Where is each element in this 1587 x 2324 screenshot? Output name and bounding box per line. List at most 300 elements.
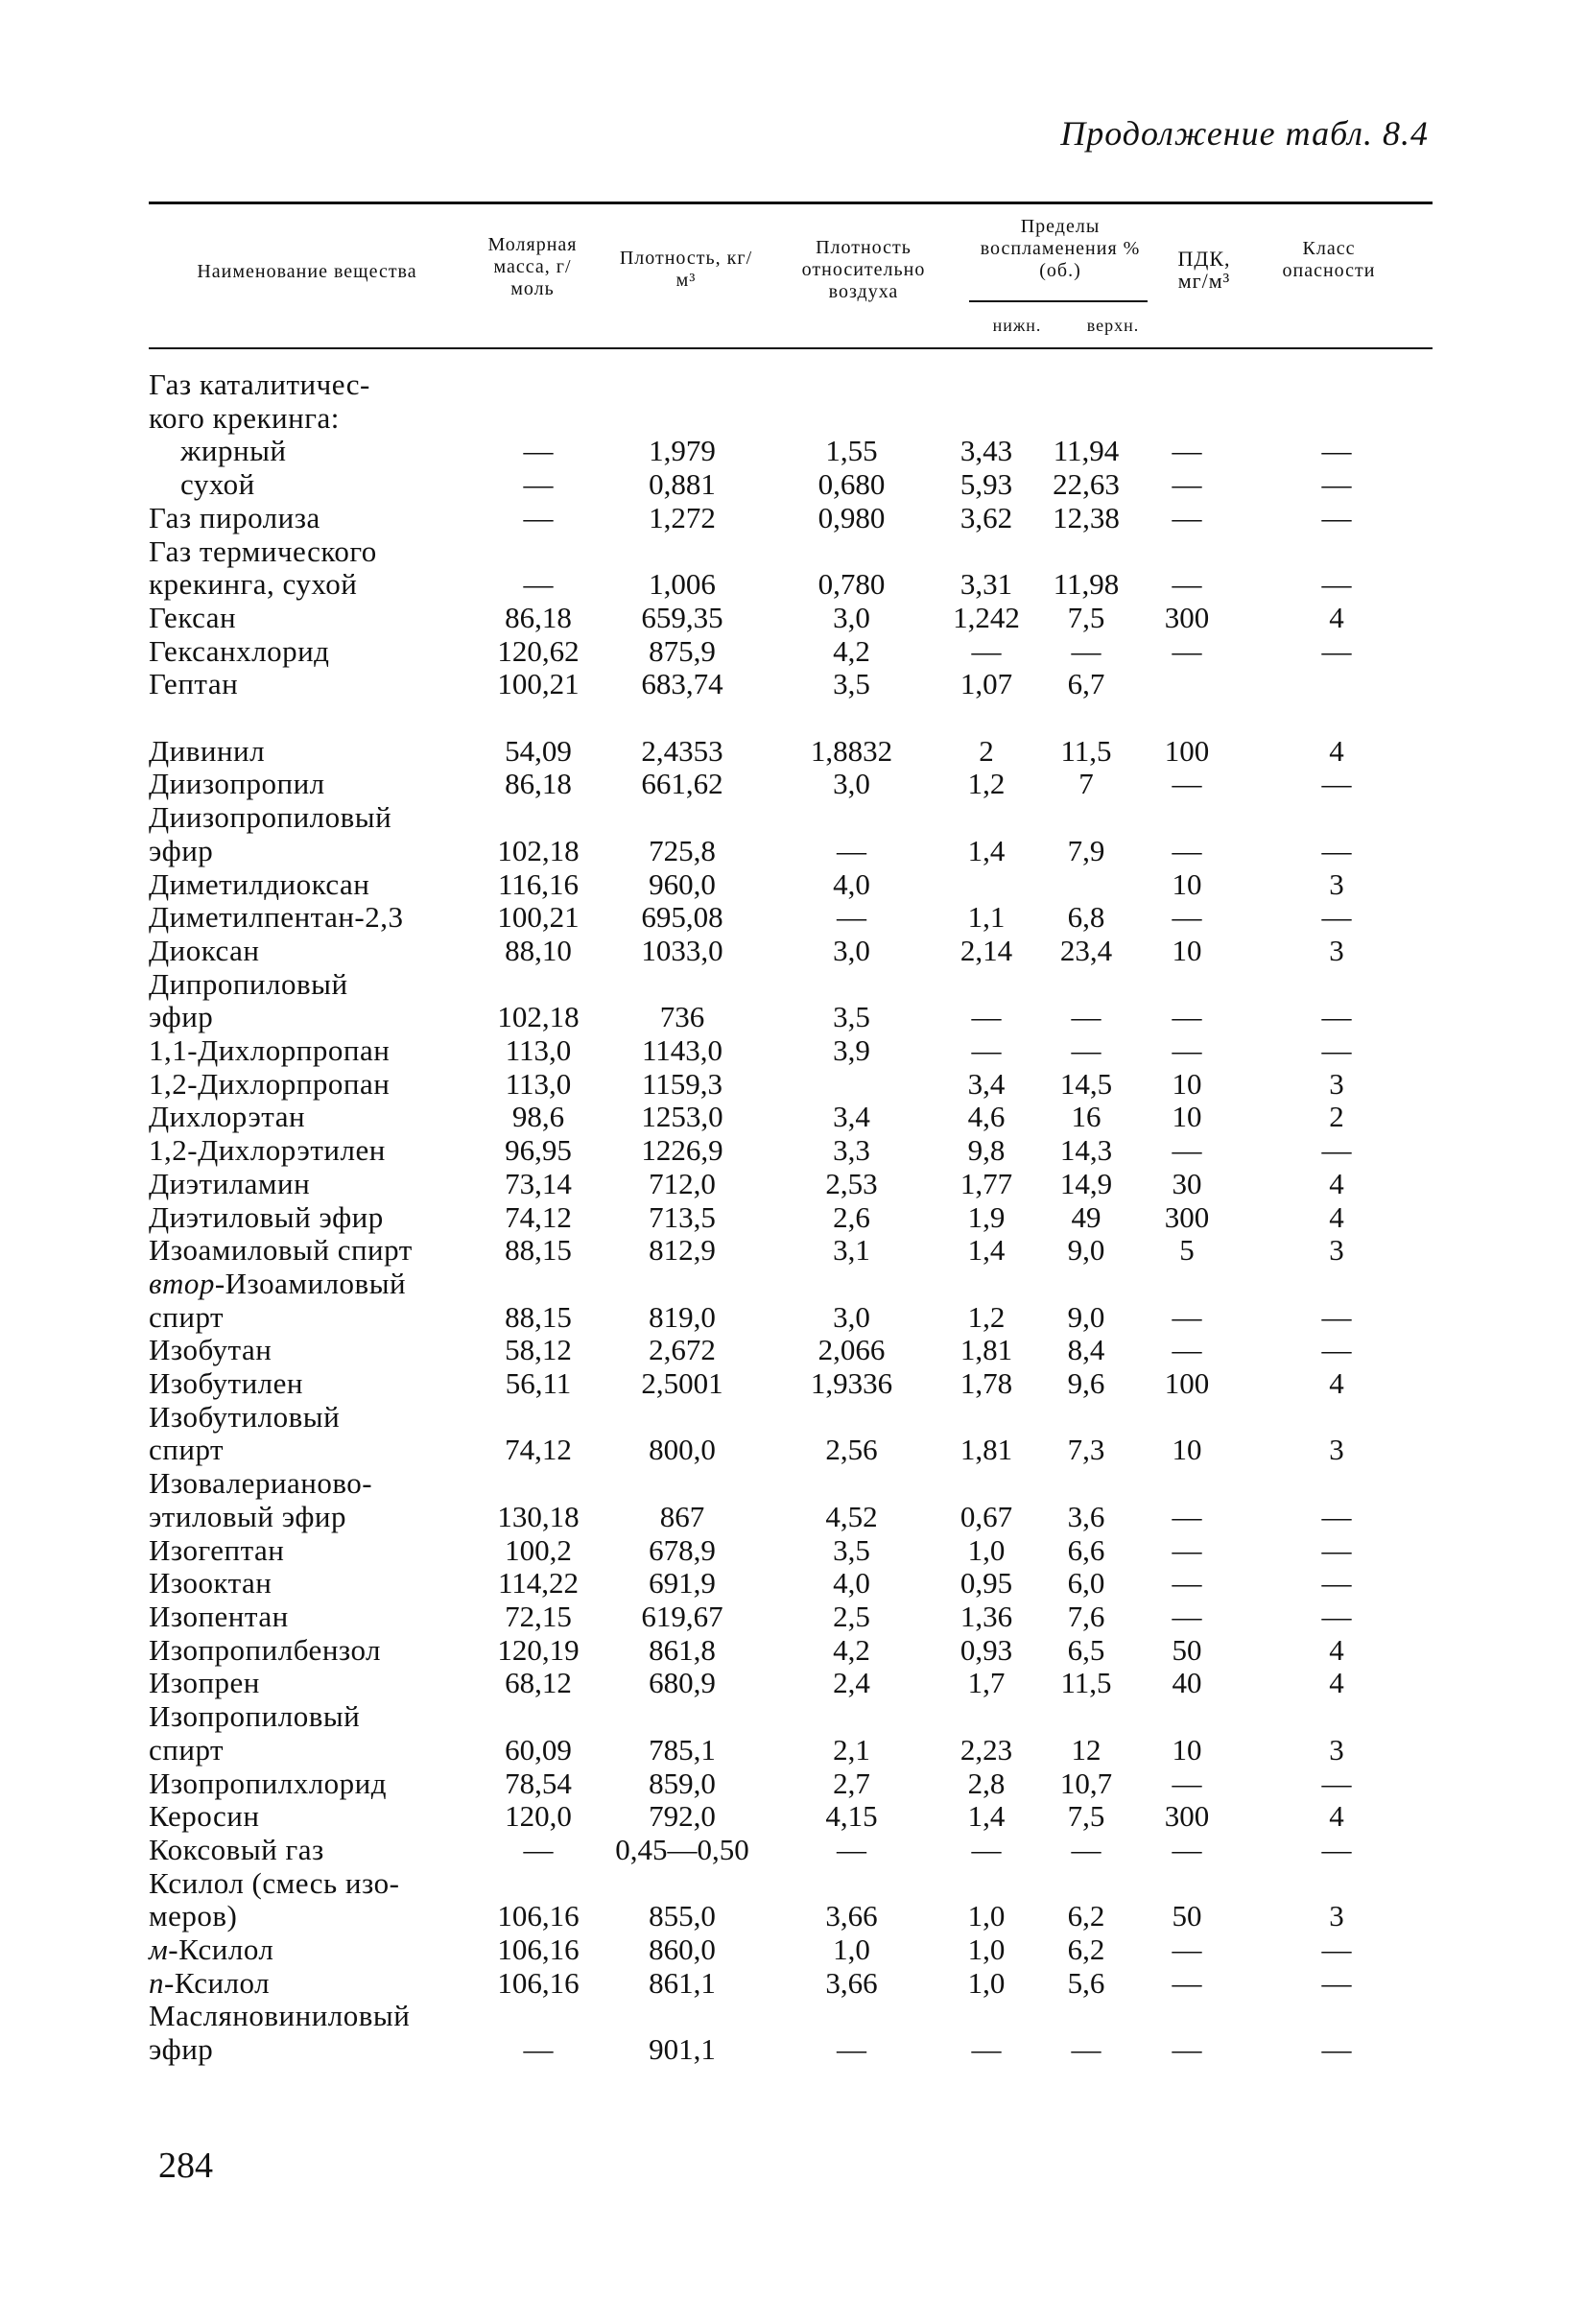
cell-relative-density: 3,66: [825, 1965, 878, 2000]
cell-upper-limit: 14,5: [1059, 1066, 1113, 1101]
cell-hazard-class: [1239, 368, 1434, 402]
cell-pdk: —: [1172, 1299, 1202, 1334]
cell-density: 1,006: [649, 567, 716, 602]
cell-lower-limit: 1,0: [967, 1933, 1006, 1967]
cell-relative-density: [768, 801, 936, 835]
cell-density: 812,9: [649, 1233, 716, 1268]
cell-name: [149, 1234, 480, 1268]
table-row: [149, 1567, 1434, 1601]
cell-hazard-class: —: [1321, 900, 1352, 935]
table-row: [149, 1068, 1434, 1102]
table-row: [149, 1268, 1434, 1301]
cell-name: [149, 1800, 480, 1834]
cell-relative-density: 3,0: [833, 933, 870, 967]
cell-relative-density: —: [837, 900, 866, 935]
substance-name: 1,2-Дихлорпропан: [149, 1066, 391, 1101]
cell-molar-mass: [480, 701, 597, 735]
cell-upper-limit: [1037, 1268, 1135, 1301]
substance-name: Диметилдиоксан: [149, 866, 370, 901]
cell-pdk: 10: [1172, 933, 1202, 967]
substance-name: Изопропилбензол: [149, 1632, 382, 1667]
cell-pdk: [1135, 1700, 1239, 1734]
cell-molar-mass: [480, 368, 597, 402]
substance-name: Изогептан: [149, 1532, 285, 1567]
cell-hazard-class: [1239, 1467, 1434, 1501]
substance-name: Дипропиловый: [149, 966, 348, 1001]
cell-hazard-class: —: [1321, 1933, 1352, 1967]
cell-name: [149, 1734, 480, 1767]
cell-density: [597, 1467, 768, 1501]
cell-relative-density: [768, 1268, 936, 1301]
cell-molar-mass: 113,0: [505, 1033, 572, 1068]
cell-upper-limit: [1037, 402, 1135, 436]
table-row: [149, 1734, 1434, 1767]
substance-name: Изовалерианово-: [149, 1466, 373, 1501]
substance-name: Диизопропиловый: [149, 800, 392, 835]
table-row: [149, 1201, 1434, 1235]
table-row: [149, 468, 1434, 502]
cell-lower-limit: —: [971, 1033, 1002, 1068]
substance-name: 1,2-Дихлорэтилен: [149, 1133, 386, 1168]
substance-name: Газ каталитичес-: [149, 368, 370, 401]
cell-name: [149, 1434, 480, 1467]
cell-upper-limit: [1037, 801, 1135, 835]
cell-upper-limit: [1037, 1700, 1135, 1734]
cell-lower-limit: 3,4: [967, 1066, 1006, 1101]
cell-hazard-class: [1239, 1268, 1434, 1301]
cell-molar-mass: —: [523, 1832, 554, 1866]
substance-name: Газ пиролиза: [149, 500, 320, 534]
cell-hazard-class: —: [1321, 1532, 1352, 1567]
cell-molar-mass: 86,18: [505, 600, 572, 634]
cell-name: [149, 402, 480, 436]
cell-pdk: —: [1172, 633, 1202, 668]
cell-name: [149, 901, 480, 935]
cell-molar-mass: 58,12: [505, 1333, 572, 1367]
table-row: [149, 901, 1434, 935]
substance-name: Гексанхлорид: [149, 633, 330, 668]
cell-upper-limit: 11,98: [1053, 567, 1120, 602]
cell-molar-mass: 102,18: [497, 1000, 580, 1034]
cell-molar-mass: 88,15: [505, 1233, 572, 1268]
cell-molar-mass: [480, 968, 597, 1002]
cell-name: [149, 1301, 480, 1335]
cell-name: [149, 1700, 480, 1734]
cell-name: [149, 1834, 480, 1867]
cell-density: [597, 801, 768, 835]
table-row: [149, 1634, 1434, 1668]
cell-hazard-class: 4: [1329, 1166, 1344, 1200]
cell-molar-mass: 102,18: [497, 833, 580, 867]
cell-density: 1226,9: [641, 1133, 723, 1168]
cell-molar-mass: 88,10: [505, 933, 572, 967]
cell-pdk: 10: [1172, 1066, 1202, 1101]
cell-hazard-class: [1239, 402, 1434, 436]
cell-pdk: —: [1172, 900, 1202, 935]
cell-pdk: —: [1172, 1499, 1202, 1533]
cell-relative-density: [768, 368, 936, 402]
cell-pdk: 300: [1164, 1799, 1210, 1834]
cell-relative-density: 4,2: [833, 633, 870, 668]
cell-upper-limit: 7: [1078, 767, 1094, 801]
cell-upper-limit: 8,4: [1067, 1333, 1105, 1367]
cell-pdk: [1135, 2000, 1239, 2033]
table-row: [149, 2000, 1434, 2033]
cell-molar-mass: 73,14: [505, 1166, 572, 1200]
cell-density: 712,0: [649, 1166, 716, 1200]
cell-molar-mass: 56,11: [505, 1366, 572, 1401]
cell-upper-limit: 5,6: [1067, 1965, 1105, 2000]
cell-name: [149, 1068, 480, 1102]
cell-molar-mass: 74,12: [505, 1433, 572, 1467]
cell-upper-limit: —: [1071, 1832, 1101, 1866]
cell-density: 819,0: [649, 1299, 716, 1334]
cell-upper-limit: 6,5: [1067, 1632, 1105, 1667]
cell-hazard-class: 4: [1329, 733, 1344, 768]
cell-hazard-class: 4: [1329, 1666, 1344, 1700]
cell-molar-mass: —: [523, 500, 554, 534]
cell-relative-density: 1,9336: [810, 1366, 893, 1401]
cell-hazard-class: —: [1321, 434, 1352, 468]
cell-name: [149, 1534, 480, 1568]
cell-density: 0,881: [649, 467, 716, 502]
table-row: [149, 1534, 1434, 1568]
cell-density: 785,1: [649, 1732, 716, 1767]
cell-lower-limit: [936, 1268, 1037, 1301]
cell-lower-limit: [936, 801, 1037, 835]
cell-molar-mass: 114,22: [497, 1566, 580, 1601]
cell-pdk: —: [1172, 1933, 1202, 1967]
substance-name: Гексан: [149, 600, 237, 634]
substance-name: меров): [149, 1899, 238, 1933]
cell-lower-limit: [936, 1700, 1037, 1734]
cell-upper-limit: 7,9: [1067, 833, 1105, 867]
cell-lower-limit: 3,62: [959, 500, 1013, 534]
cell-pdk: —: [1172, 1000, 1202, 1034]
cell-pdk: [1135, 535, 1239, 569]
table-row: [149, 402, 1434, 436]
cell-hazard-class: 3: [1329, 1899, 1344, 1933]
cell-relative-density: 2,4: [833, 1666, 870, 1700]
cell-lower-limit: 3,31: [959, 567, 1013, 602]
cell-density: [597, 368, 768, 402]
cell-lower-limit: 3,43: [959, 434, 1013, 468]
cell-molar-mass: 78,54: [505, 1766, 572, 1800]
cell-hazard-class: —: [1321, 1333, 1352, 1367]
cell-pdk: 50: [1172, 1899, 1202, 1933]
cell-molar-mass: 106,16: [497, 1899, 580, 1933]
substance-name: Изопропилхлорид: [149, 1766, 388, 1800]
cell-hazard-class: —: [1321, 1499, 1352, 1533]
cell-relative-density: 4,15: [825, 1799, 878, 1834]
cell-molar-mass: [480, 2000, 597, 2033]
cell-hazard-class: 3: [1329, 1433, 1344, 1467]
cell-pdk: [1135, 402, 1239, 436]
table-row: [149, 535, 1434, 569]
cell-relative-density: 2,5: [833, 1600, 870, 1633]
cell-upper-limit: —: [1071, 1033, 1101, 1068]
cell-density: 680,9: [649, 1666, 716, 1700]
cell-density: 725,8: [649, 833, 716, 867]
cell-molar-mass: [480, 1401, 597, 1435]
cell-name: [149, 1467, 480, 1501]
cell-relative-density: 3,5: [833, 1532, 870, 1567]
header-upper-limit: верхн.: [1086, 316, 1140, 335]
cell-upper-limit: 23,4: [1059, 933, 1113, 967]
cell-density: 901,1: [649, 2032, 716, 2067]
cell-lower-limit: 1,4: [967, 1233, 1006, 1268]
cell-lower-limit: 2,8: [967, 1766, 1006, 1800]
cell-relative-density: 2,1: [833, 1732, 870, 1767]
name-prefix: м-: [149, 1933, 179, 1967]
cell-name: [149, 1268, 480, 1301]
cell-pdk: —: [1172, 1965, 1202, 2000]
cell-hazard-class: [1239, 535, 1434, 569]
name-prefix: втор-: [149, 1266, 225, 1300]
cell-pdk: 100: [1164, 733, 1210, 768]
cell-density: [597, 535, 768, 569]
cell-molar-mass: —: [523, 467, 554, 502]
cell-name: [149, 535, 480, 569]
cell-name: [149, 1933, 480, 1967]
cell-lower-limit: 1,0: [967, 1532, 1006, 1567]
cell-lower-limit: 1,1: [967, 900, 1006, 935]
cell-hazard-class: 2: [1329, 1100, 1344, 1134]
cell-relative-density: 3,0: [833, 767, 870, 801]
cell-name: [149, 1168, 480, 1201]
page-number: 284: [158, 2146, 213, 2186]
header-bottom-rule: [149, 347, 1433, 349]
cell-name: [149, 1667, 480, 1700]
substance-name: Масляновиниловый: [149, 1999, 411, 2033]
cell-name: [149, 502, 480, 535]
cell-molar-mass: [480, 1467, 597, 1501]
cell-density: 861,1: [649, 1965, 716, 2000]
cell-density: 875,9: [649, 633, 716, 668]
cell-name: [149, 1401, 480, 1435]
table-row: [149, 1334, 1434, 1367]
cell-relative-density: —: [837, 2032, 866, 2067]
cell-name: [149, 935, 480, 968]
cell-name: [149, 1334, 480, 1367]
cell-molar-mass: 86,18: [505, 767, 572, 801]
cell-pdk: 40: [1172, 1666, 1202, 1700]
cell-lower-limit: [936, 701, 1037, 735]
substance-name: Керосин: [149, 1799, 260, 1834]
cell-lower-limit: [936, 1401, 1037, 1435]
cell-upper-limit: 7,3: [1067, 1433, 1105, 1467]
table-row: [149, 1401, 1434, 1435]
cell-molar-mass: 88,15: [505, 1299, 572, 1334]
cell-hazard-class: 3: [1329, 1066, 1344, 1101]
cell-lower-limit: 1,81: [959, 1333, 1013, 1367]
cell-pdk: 10: [1172, 1100, 1202, 1134]
cell-name: [149, 701, 480, 735]
cell-density: 661,62: [641, 767, 723, 801]
cell-upper-limit: 6,8: [1067, 900, 1105, 935]
table-row: [149, 1767, 1434, 1801]
cell-name: [149, 1767, 480, 1801]
substance-name: спирт: [149, 1732, 225, 1767]
table-row: [149, 801, 1434, 835]
cell-hazard-class: 3: [1329, 1233, 1344, 1268]
table-row: [149, 768, 1434, 801]
cell-pdk: —: [1172, 1766, 1202, 1800]
cell-upper-limit: [1037, 1401, 1135, 1435]
table-body: [149, 368, 1434, 2067]
cell-upper-limit: [1037, 368, 1135, 402]
cell-density: [597, 1268, 768, 1301]
substance-name: эфир: [149, 1000, 214, 1034]
cell-hazard-class: 4: [1329, 1632, 1344, 1667]
cell-lower-limit: 4,6: [967, 1100, 1006, 1134]
substance-name: Изооктан: [149, 1566, 272, 1601]
cell-hazard-class: [1239, 1700, 1434, 1734]
table-row: [149, 568, 1434, 602]
cell-density: 0,45—0,50: [615, 1832, 749, 1866]
cell-molar-mass: 113,0: [505, 1066, 572, 1101]
table-row: [149, 1467, 1434, 1501]
substance-name: Изоамиловый: [225, 1266, 407, 1300]
cell-upper-limit: 16: [1071, 1100, 1101, 1134]
cell-lower-limit: 2,14: [959, 933, 1013, 967]
substance-name: Ксилол: [178, 1933, 274, 1967]
cell-hazard-class: —: [1321, 767, 1352, 801]
cell-pdk: [1135, 368, 1239, 402]
cell-upper-limit: 9,0: [1067, 1299, 1105, 1334]
cell-lower-limit: 1,77: [959, 1166, 1013, 1200]
cell-pdk: 50: [1172, 1632, 1202, 1667]
cell-density: 1,979: [649, 434, 716, 468]
cell-relative-density: [768, 701, 936, 735]
cell-relative-density: 3,1: [833, 1233, 870, 1268]
cell-lower-limit: 1,0: [967, 1965, 1006, 2000]
table-row: [149, 868, 1434, 902]
cell-pdk: 300: [1164, 600, 1210, 634]
cell-molar-mass: [480, 402, 597, 436]
table-row: [149, 668, 1434, 701]
table-row: [149, 1001, 1434, 1034]
cell-lower-limit: 5,93: [959, 467, 1013, 502]
table-row: [149, 1101, 1434, 1134]
header-hazard-class: Класс опасности: [1282, 238, 1376, 281]
cell-molar-mass: —: [523, 434, 554, 468]
cell-upper-limit: 6,2: [1067, 1899, 1105, 1933]
cell-relative-density: —: [837, 1832, 866, 1866]
cell-pdk: —: [1172, 434, 1202, 468]
substance-name: этиловый эфир: [149, 1499, 347, 1533]
cell-hazard-class: —: [1321, 1133, 1352, 1168]
top-rule: [149, 202, 1433, 204]
cell-molar-mass: 120,62: [497, 633, 580, 668]
cell-lower-limit: 2: [979, 733, 994, 768]
cell-density: 1253,0: [641, 1100, 723, 1134]
cell-hazard-class: [1239, 1867, 1434, 1901]
table-row: [149, 1301, 1434, 1335]
cell-lower-limit: 1,36: [959, 1600, 1013, 1633]
cell-hazard-class: [1239, 701, 1434, 735]
cell-pdk: —: [1172, 567, 1202, 602]
cell-name: [149, 2000, 480, 2033]
table-row: [149, 1800, 1434, 1834]
cell-density: [597, 701, 768, 735]
cell-pdk: 30: [1172, 1166, 1202, 1200]
cell-hazard-class: [1239, 801, 1434, 835]
cell-hazard-class: —: [1321, 2032, 1352, 2067]
cell-name: [149, 735, 480, 769]
cell-molar-mass: 54,09: [505, 733, 572, 768]
cell-upper-limit: 3,6: [1067, 1499, 1105, 1533]
substance-name: эфир: [149, 833, 214, 867]
cell-upper-limit: 11,94: [1053, 434, 1120, 468]
table-row: [149, 1234, 1434, 1268]
cell-relative-density: [768, 1467, 936, 1501]
cell-name: [149, 1867, 480, 1901]
substance-name: спирт: [149, 1299, 225, 1334]
table-row: [149, 1434, 1434, 1467]
cell-name: [149, 1101, 480, 1134]
cell-density: 2,5001: [641, 1366, 723, 1401]
cell-density: 1159,3: [641, 1066, 723, 1101]
cell-molar-mass: 100,21: [497, 900, 580, 935]
cell-relative-density: 2,6: [833, 1199, 870, 1234]
table-row: [149, 502, 1434, 535]
cell-hazard-class: 3: [1329, 866, 1344, 901]
cell-upper-limit: 9,6: [1067, 1366, 1105, 1401]
cell-molar-mass: 74,12: [505, 1199, 572, 1234]
cell-molar-mass: 106,16: [497, 1933, 580, 1967]
cell-lower-limit: [936, 368, 1037, 402]
substance-name: жирный: [149, 434, 287, 468]
cell-pdk: [1135, 1268, 1239, 1301]
cell-molar-mass: [480, 535, 597, 569]
cell-name: [149, 468, 480, 502]
substance-name: Диэтиламин: [149, 1166, 311, 1200]
header-molar-mass: Молярная масса, г/моль: [487, 234, 578, 299]
cell-pdk: 10: [1172, 1433, 1202, 1467]
cell-density: 960,0: [649, 866, 716, 901]
cell-relative-density: 3,9: [833, 1033, 870, 1068]
cell-pdk: 10: [1172, 866, 1202, 901]
substance-name: Диметилпентан-2,3: [149, 900, 404, 935]
cell-molar-mass: 98,6: [511, 1100, 565, 1134]
cell-hazard-class: —: [1321, 567, 1352, 602]
cell-molar-mass: 60,09: [505, 1732, 572, 1767]
table-row: [149, 735, 1434, 769]
cell-molar-mass: 120,19: [497, 1632, 580, 1667]
cell-density: 792,0: [649, 1799, 716, 1834]
table-row: [149, 1601, 1434, 1634]
substance-name: Изобутилен: [149, 1366, 303, 1401]
cell-pdk: —: [1172, 1133, 1202, 1168]
cell-name: [149, 368, 480, 402]
cell-molar-mass: [480, 1700, 597, 1734]
cell-upper-limit: 14,3: [1059, 1133, 1113, 1168]
substance-name: 1,1-Дихлорпропан: [149, 1033, 391, 1068]
cell-density: 2,672: [649, 1333, 716, 1367]
cell-name: [149, 602, 480, 635]
table-row: [149, 935, 1434, 968]
cell-pdk: [1135, 668, 1239, 701]
cell-density: 1143,0: [641, 1033, 723, 1068]
cell-hazard-class: —: [1321, 467, 1352, 502]
cell-relative-density: 2,066: [817, 1333, 886, 1367]
table-row: [149, 1967, 1434, 2001]
cell-molar-mass: 96,95: [505, 1133, 572, 1168]
cell-upper-limit: 7,5: [1067, 600, 1105, 634]
cell-relative-density: 4,52: [825, 1499, 878, 1533]
cell-pdk: [1135, 701, 1239, 735]
